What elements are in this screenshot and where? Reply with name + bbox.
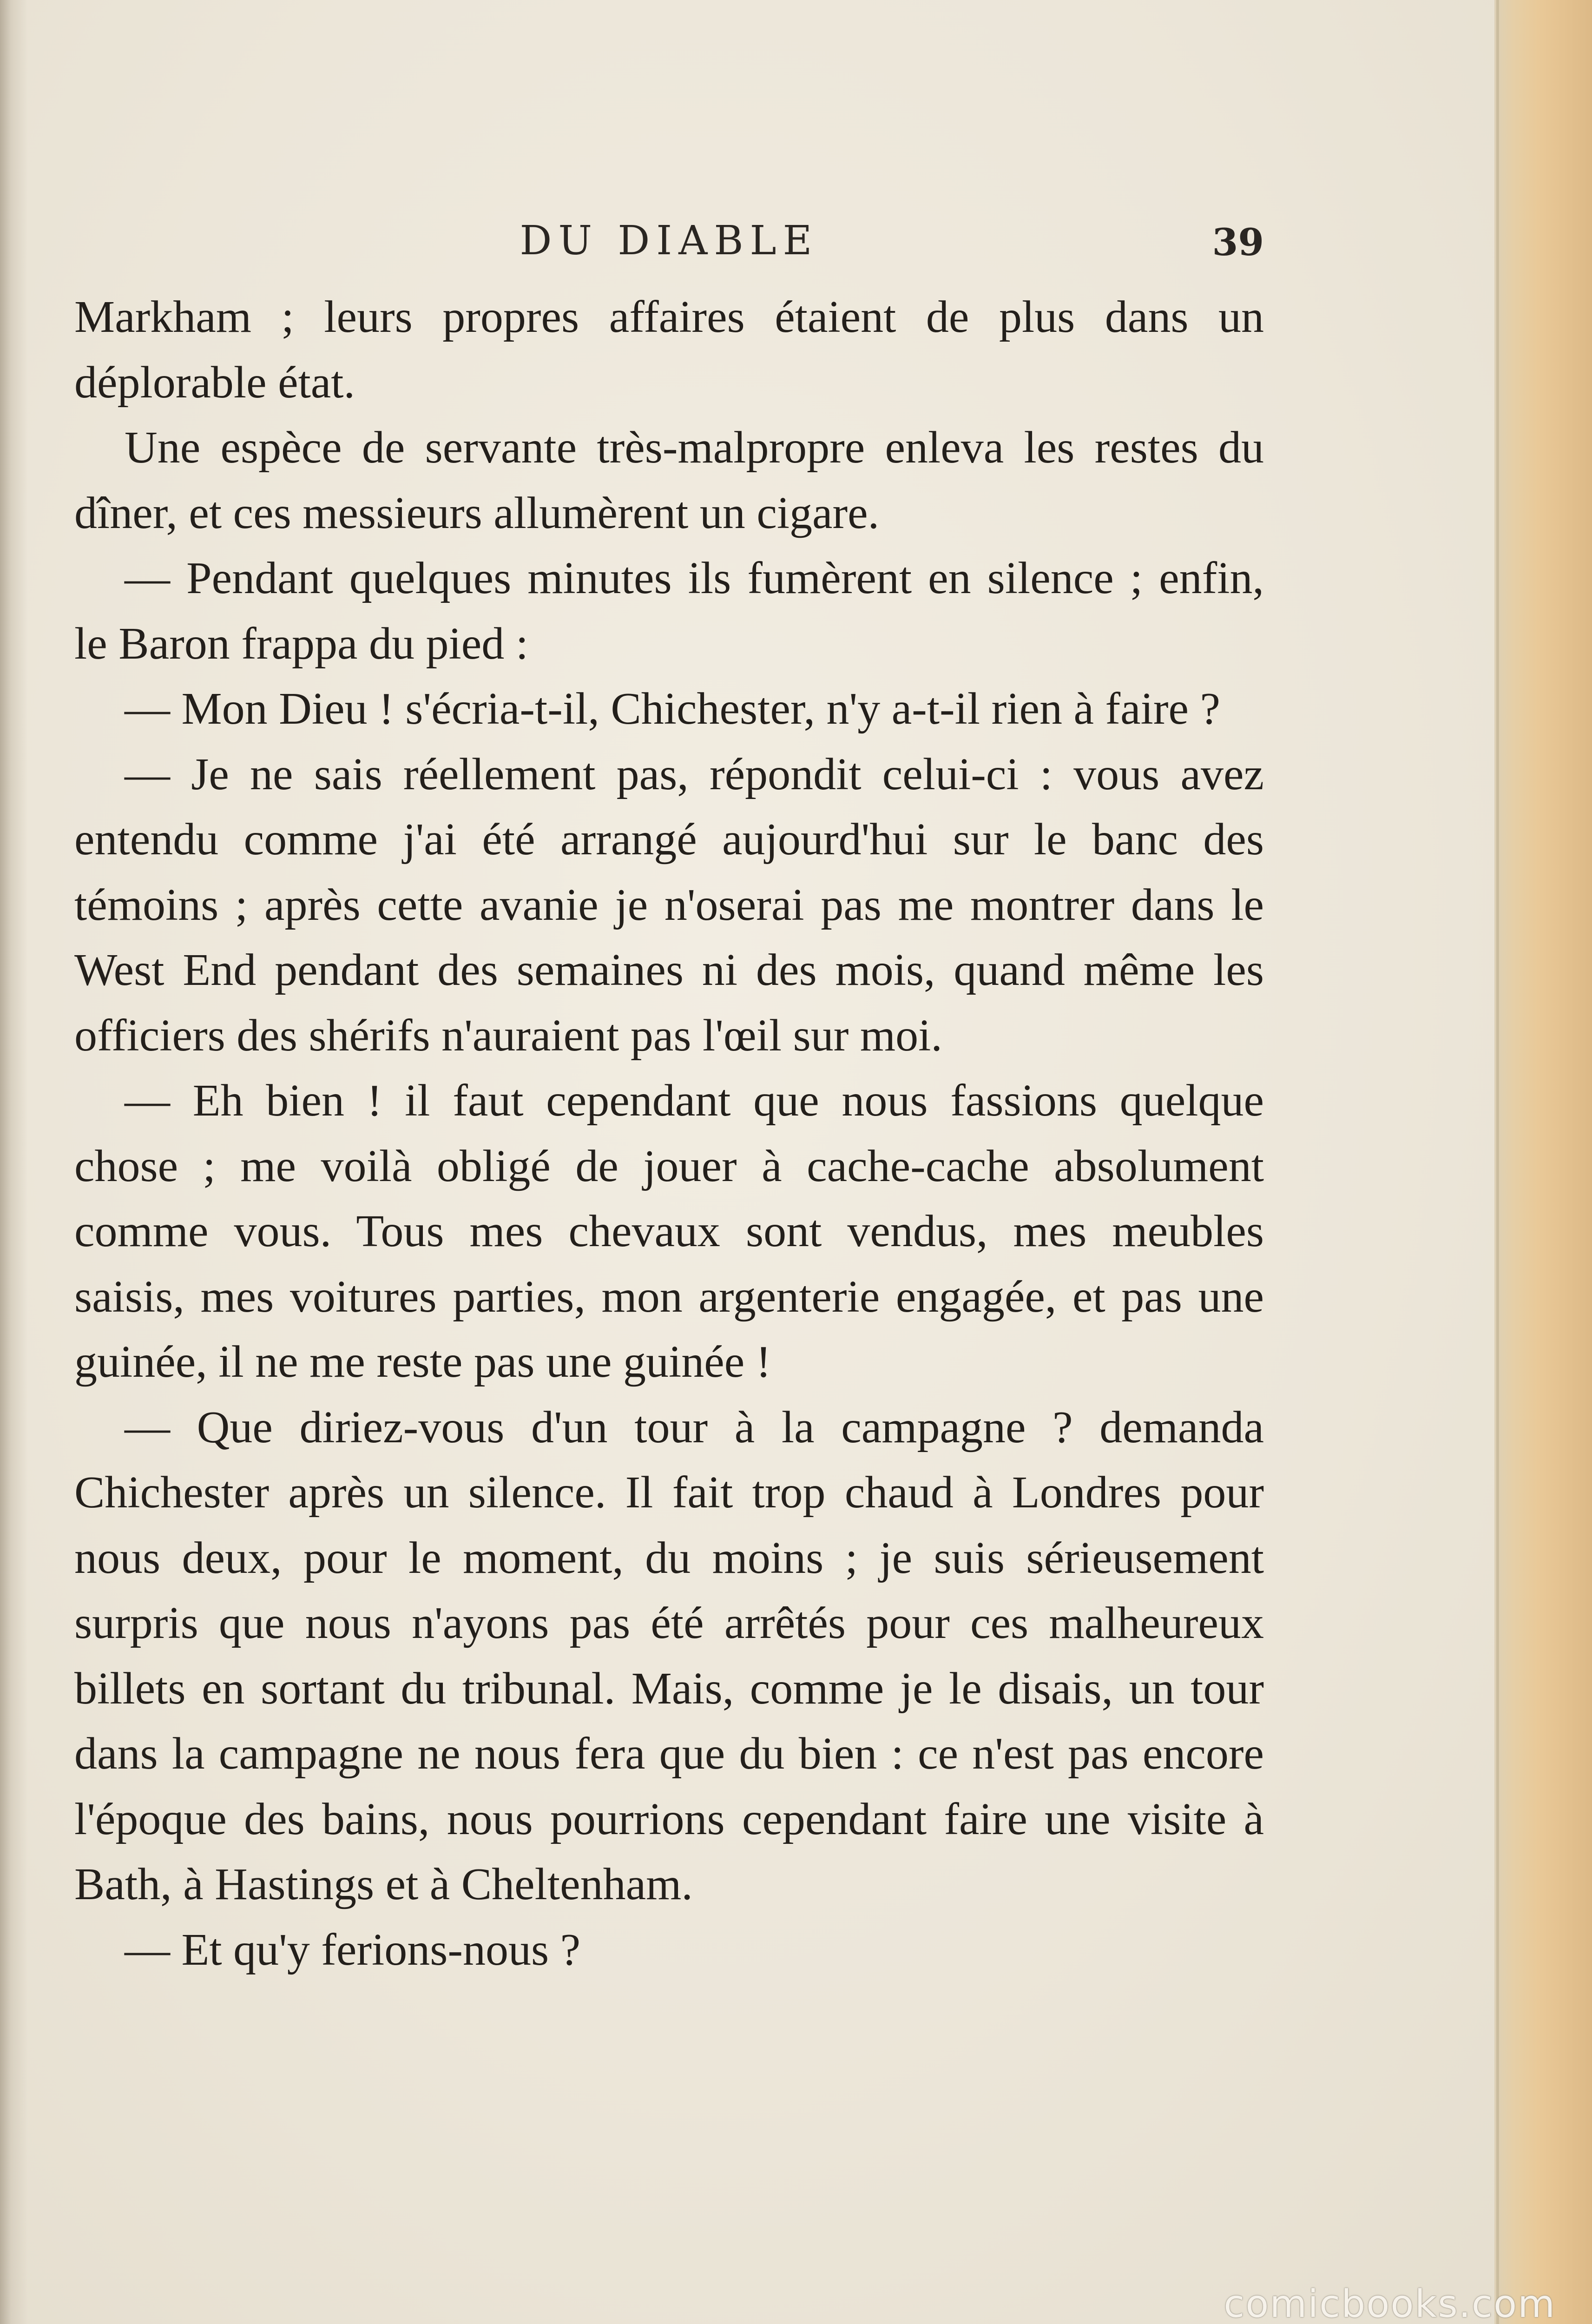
paragraph: Markham ; leurs propres affaires étaient de plus dans un déplorable état.: [74, 292, 1264, 408]
paragraph: — Que diriez-vous d'un tour à la campagne ? demanda Chichester après un silence. Il fait trop chaud à Londres pour nous deux, pour le moment, du moins ; je suis sérieusement surpris que nous n'ayons pas été arrêtés pour ces malheureux billets en sortant du tribunal. Mais, comme je le disais, un tour dans la campagne ne nous fera que du bien : ce n'est pas encore l'époque des bains, nous pourrions cependant faire une visite à Bath, à Hastings et à Cheltenham.: [74, 1402, 1264, 1909]
body-text: [74, 284, 1264, 1982]
page-edge-line: [1496, 0, 1499, 2324]
running-title: DU DIABLE: [520, 218, 819, 264]
paragraph: — Mon Dieu ! s'écria-t-il, Chichester, n'y a-t-il rien à faire ?: [125, 684, 1220, 734]
paragraph: — Pendant quelques minutes ils fumèrent en silence ; enfin, le Baron frappa du pied :: [74, 553, 1264, 669]
watermark: comicbooks.com: [1224, 2282, 1556, 2324]
binding-shadow: [0, 0, 28, 2324]
paragraph: — Eh bien ! il faut cependant que nous fassions quelque chose ; me voilà obligé de jouer à cache-cache absolument comme vous. Tous mes chevaux sont vendus, mes meubles saisis, mes voitures parties, mon argenterie engagée, et pas une guinée, il ne me reste pas une guinée !: [74, 1076, 1264, 1387]
page-header: [74, 208, 1264, 278]
page-stack-edge: [1494, 0, 1592, 2324]
paragraph: Une espèce de servante très-malpropre enleva les restes du dîner, et ces messieurs allumèrent un cigare.: [74, 423, 1264, 538]
paragraph: — Je ne sais réellement pas, répondit celui-ci : vous avez entendu comme j'ai été arrangé aujourd'hui sur le banc des témoins ; après cette avanie je n'oserai pas me montrer dans le West End pendant des semaines ni des mois, quand même les officiers des shérifs n'auraient pas l'œil sur moi.: [74, 749, 1264, 1061]
paragraph: — Et qu'y ferions-nous ?: [125, 1924, 581, 1975]
page-number: 39: [1212, 220, 1264, 264]
